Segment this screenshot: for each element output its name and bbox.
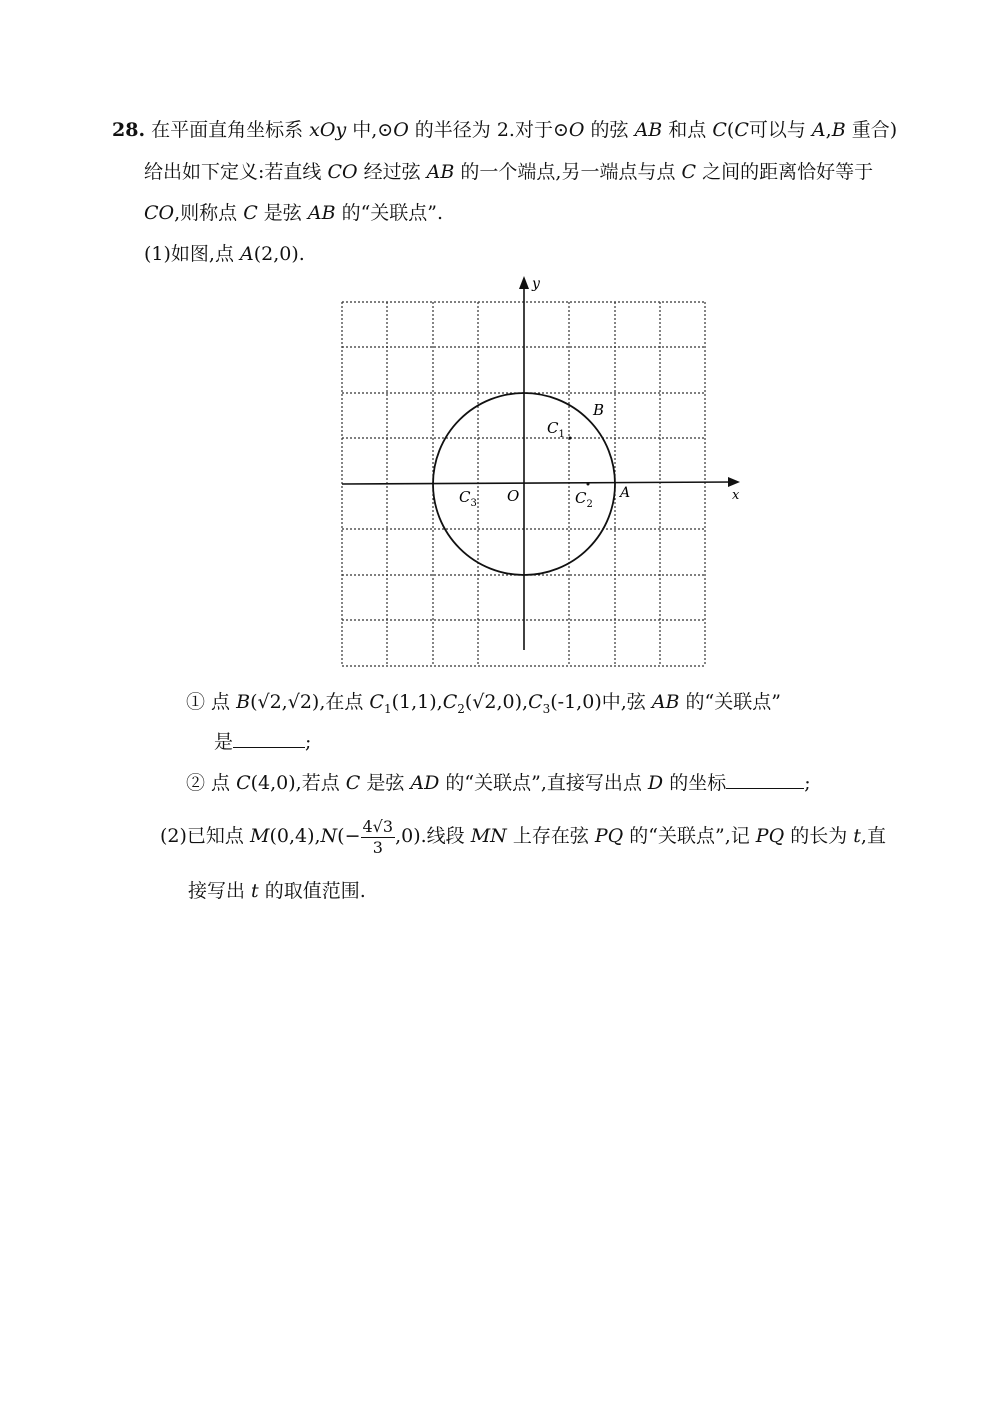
axis-x-label: x [732, 488, 740, 503]
part2-line-1: (2)已知点 M(0,4),N(− $\frac{4√3}{3}$ ,0).线段 MN 上存在弦 PQ 的“关联点”,记 PQ 的长为 t,直 [160, 816, 886, 857]
fraction: $\frac{4√3}{3}$ [362, 816, 394, 857]
origin-label: O [507, 487, 520, 505]
question-1-answer-line: 是 ; [214, 731, 312, 753]
answer-blank-2[interactable] [726, 770, 804, 789]
point-c1-dot [569, 437, 572, 440]
question-1: ① 点 B(√2,√2),在点 $C_1(1,1),C_2(√2,0),C_3(-1,0)$中,弦 AB 的“关联点” [186, 691, 781, 716]
axis-y-label: y [532, 276, 540, 292]
x-axis [342, 482, 735, 484]
problem-number: 28. [112, 119, 146, 141]
point-a-label: A [620, 485, 631, 501]
point-c2-dot [587, 483, 590, 486]
problem-line-2: 给出如下定义:若直线 CO 经过弦 AB 的一个端点,另一端点与点 C 之间的距离恰好等于 [144, 161, 874, 183]
y-axis-arrow [519, 276, 529, 289]
problem-line-1: 28. 在平面直角坐标系 xOy 中,⊙O 的半径为 2.对于⊙O 的弦 AB 和点 C(C可以与 A,B 重合) [112, 119, 898, 141]
x-axis-arrow [728, 477, 740, 487]
part2-line-2: 接写出 t 的取值范围. [188, 880, 366, 902]
axes [342, 282, 735, 650]
coordinate-figure [330, 272, 750, 672]
point-c2-label: $C_2$ [575, 489, 593, 510]
problem-line-3: CO,则称点 C 是弦 AB 的“关联点”. [144, 202, 444, 224]
point-b-label: B [593, 401, 605, 419]
point-c1-label: $C_1$ [547, 419, 565, 440]
part1-heading: (1)如图,点 A(2,0). [144, 243, 305, 265]
answer-blank-1[interactable] [233, 729, 305, 748]
question-2: ② 点 C(4,0),若点 C 是弦 AD 的“关联点”,直接写出点 D 的坐标 ; [186, 772, 811, 794]
point-c3-label: $C_3$ [459, 488, 477, 509]
